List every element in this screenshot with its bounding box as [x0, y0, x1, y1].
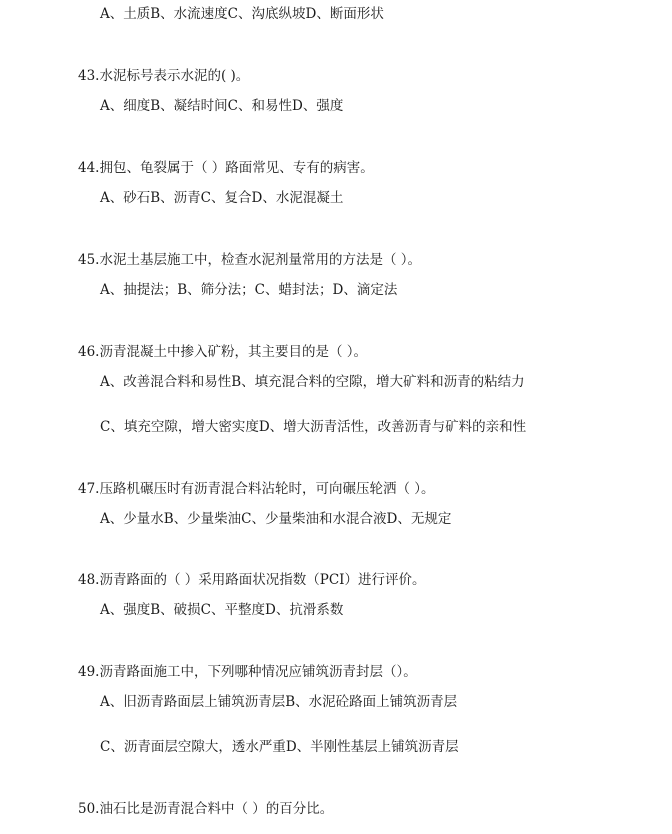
question-47-stem: 47.压路机碾压时有沥青混合料沾轮时，可向碾压轮洒（ ）。 — [78, 481, 435, 497]
question-45-stem: 45.水泥土基层施工中，检查水泥剂量常用的方法是（ ）。 — [78, 252, 422, 268]
question-50-stem: 50.油石比是沥青混合料中（ ）的百分比。 — [78, 801, 334, 817]
question-48-stem: 48.沥青路面的（ ）采用路面状况指数（PCI）进行评价。 — [78, 572, 426, 588]
question-49-options-cd: C、沥青面层空隙大，透水严重D、半刚性基层上铺筑沥青层 — [100, 739, 459, 755]
question-43-stem: 43.水泥标号表示水泥的( )。 — [78, 68, 250, 84]
question-42-options: A、土质B、水流速度C、沟底纵坡D、断面形状 — [100, 6, 384, 22]
question-43-options: A、细度B、凝结时间C、和易性D、强度 — [100, 98, 344, 114]
question-46-options-cd: C、填充空隙，增大密实度D、增大沥青活性，改善沥青与矿料的亲和性 — [100, 419, 527, 435]
question-46-stem: 46.沥青混凝土中掺入矿粉，其主要目的是（ ）。 — [78, 344, 368, 360]
question-48-options: A、强度B、破损C、平整度D、抗滑系数 — [100, 602, 344, 618]
question-49-options-ab: A、旧沥青路面层上铺筑沥青层B、水泥砼路面上铺筑沥青层 — [100, 694, 458, 710]
question-47-options: A、少量水B、少量柴油C、少量柴油和水混合液D、无规定 — [100, 511, 452, 527]
question-45-options: A、抽提法；B、筛分法；C、蜡封法；D、滴定法 — [100, 282, 398, 298]
question-44-options: A、砂石B、沥青C、复合D、水泥混凝土 — [100, 190, 344, 206]
question-49-stem: 49.沥青路面施工中，下列哪种情况应铺筑沥青封层（）。 — [78, 664, 417, 680]
question-44-stem: 44.拥包、龟裂属于（ ）路面常见、专有的病害。 — [78, 160, 374, 176]
question-46-options-ab: A、改善混合料和易性B、填充混合料的空隙，增大矿料和沥青的粘结力 — [100, 374, 525, 390]
